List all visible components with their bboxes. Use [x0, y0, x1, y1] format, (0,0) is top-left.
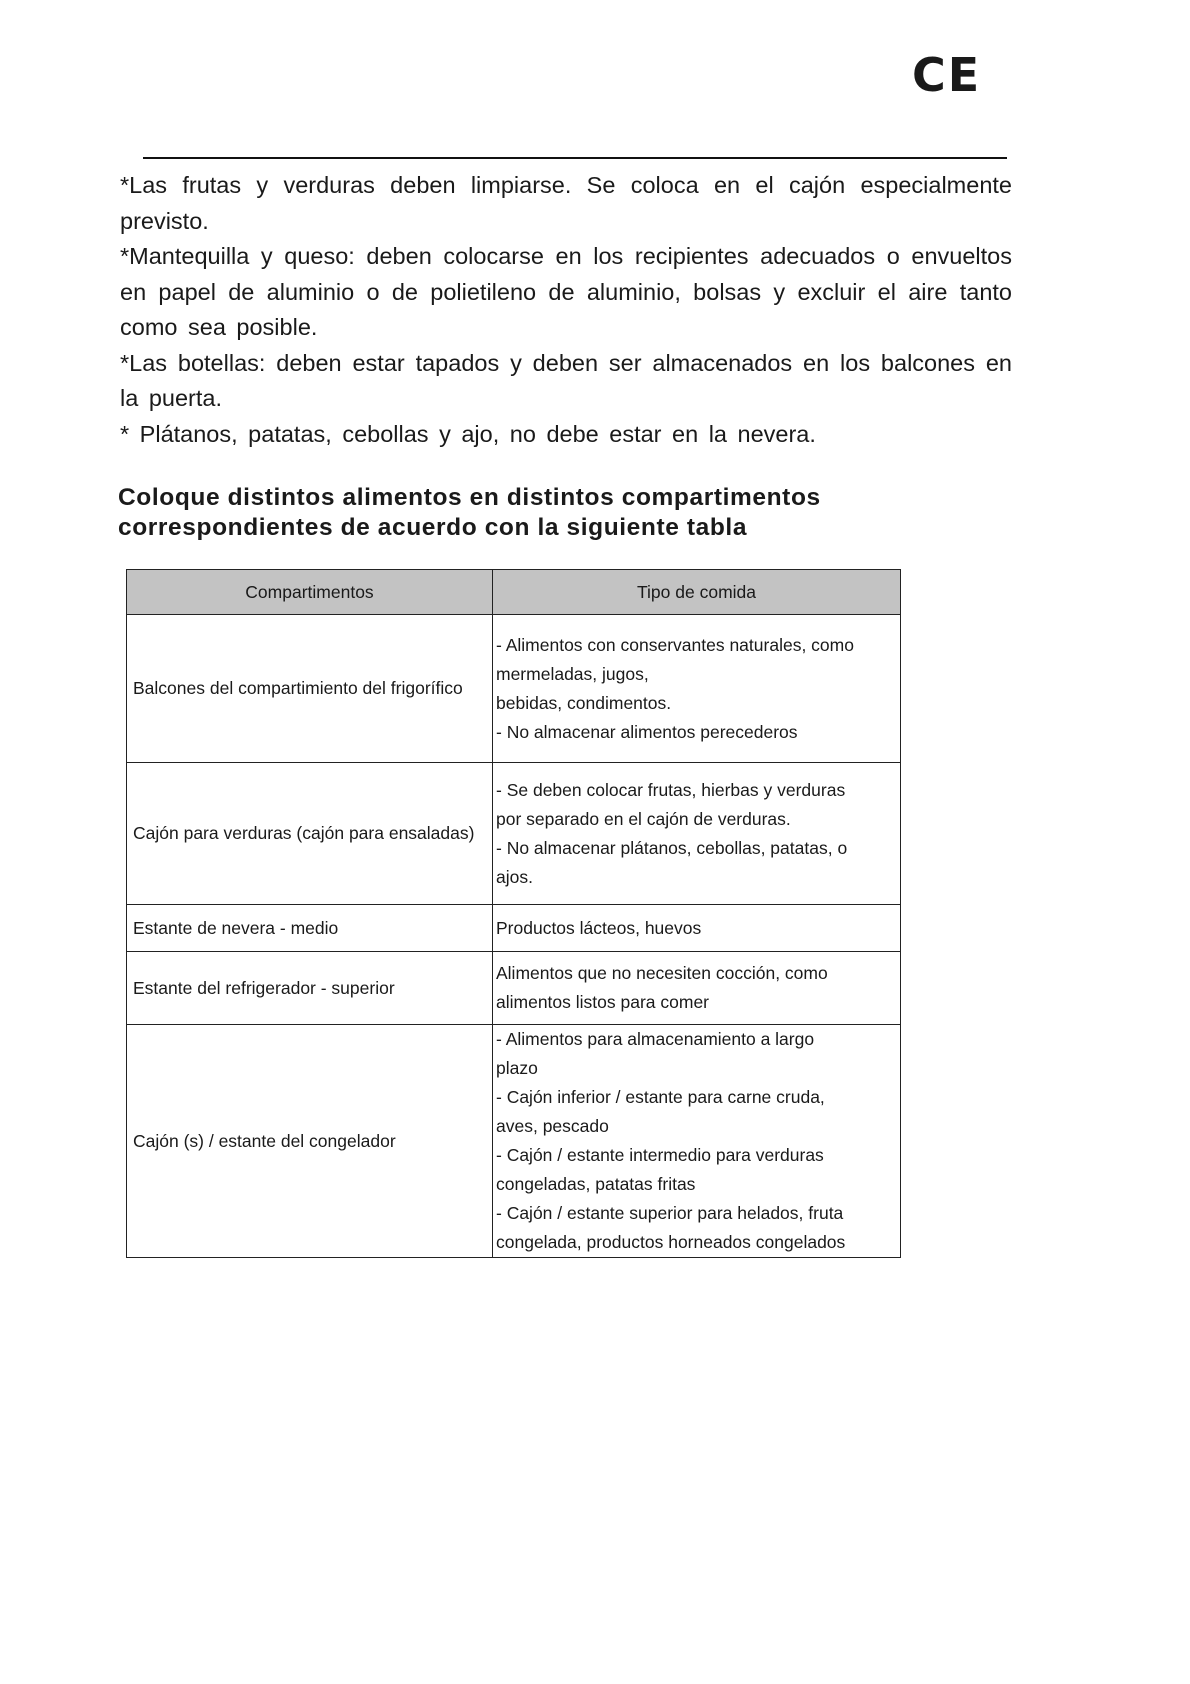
table-row: [127, 615, 901, 763]
compartment-cell: Balcones del compartimiento del frigorífico: [127, 615, 493, 763]
food-line: - Alimentos para almacenamiento a largo: [496, 1029, 815, 1049]
food-line: congelada, productos horneados congelados: [496, 1232, 846, 1252]
food-line: mermeladas, jugos,: [496, 663, 649, 684]
compartments-table: [126, 569, 901, 1258]
table-row: [127, 905, 901, 952]
food-line: aves, pescado: [496, 1116, 609, 1136]
food-line: alimentos listos para comer: [496, 992, 709, 1012]
table-row: [127, 952, 901, 1025]
food-line: Productos lácteos, huevos: [496, 917, 702, 938]
food-line: - No almacenar plátanos, cebollas, patatas, o: [496, 837, 848, 858]
food-type-cell: [493, 1025, 901, 1258]
compartment-cell: Cajón para verduras (cajón para ensaladas): [127, 763, 493, 905]
paragraph-fruits: *Las frutas y verduras deben limpiarse. Se coloca en el cajón especialmente previsto.: [120, 172, 1012, 234]
food-line: congeladas, patatas fritas: [496, 1174, 696, 1194]
header-compartments: Compartimentos: [127, 570, 493, 615]
food-line: ajos.: [496, 866, 533, 887]
food-line: por separado en el cajón de verduras.: [496, 808, 791, 829]
section-heading: Coloque distintos alimentos en distintos compartimentos correspondientes de acuerdo con la siguiente tabla: [118, 484, 821, 541]
food-type-cell: [493, 952, 901, 1025]
header-food-type: Tipo de comida: [493, 570, 901, 615]
food-type-cell: [493, 905, 901, 952]
food-type-cell: [493, 615, 901, 763]
food-line: Alimentos que no necesiten cocción, como: [496, 963, 828, 983]
paragraph-not-in-fridge: * Plátanos, patatas, cebollas y ajo, no debe estar en la nevera.: [120, 420, 816, 447]
storage-instructions: [120, 168, 1012, 452]
food-line: plazo: [496, 1058, 538, 1078]
table-header-row: [127, 570, 901, 615]
table-row: [127, 763, 901, 905]
food-line: - Cajón / estante intermedio para verduras: [496, 1145, 824, 1165]
compartment-cell: Estante del refrigerador - superior: [127, 952, 493, 1025]
food-line: - Cajón inferior / estante para carne cruda,: [496, 1087, 825, 1107]
food-type-cell: [493, 763, 901, 905]
food-line: - Se deben colocar frutas, hierbas y verduras: [496, 779, 846, 800]
food-line: bebidas, condimentos.: [496, 692, 672, 713]
food-line: - Alimentos con conservantes naturales, como: [496, 634, 854, 655]
paragraph-bottles: *Las botellas: deben estar tapados y deben ser almacenados en los balcones en la puerta.: [120, 349, 1012, 411]
compartment-cell: Cajón (s) / estante del congelador: [127, 1025, 493, 1258]
food-line: - Cajón / estante superior para helados, fruta: [496, 1203, 844, 1223]
table-row: [127, 1025, 901, 1258]
ce-mark-logo: CE: [912, 48, 982, 102]
food-line: - No almacenar alimentos perecederos: [496, 721, 798, 742]
header-divider: [143, 157, 1007, 159]
paragraph-butter-cheese: *Mantequilla y queso: deben colocarse en los recipientes adecuados o envueltos en papel de aluminio o de polietileno de aluminio, bolsas y excluir el aire tanto como sea posible.: [120, 243, 1012, 340]
compartment-cell: Estante de nevera - medio: [127, 905, 493, 952]
